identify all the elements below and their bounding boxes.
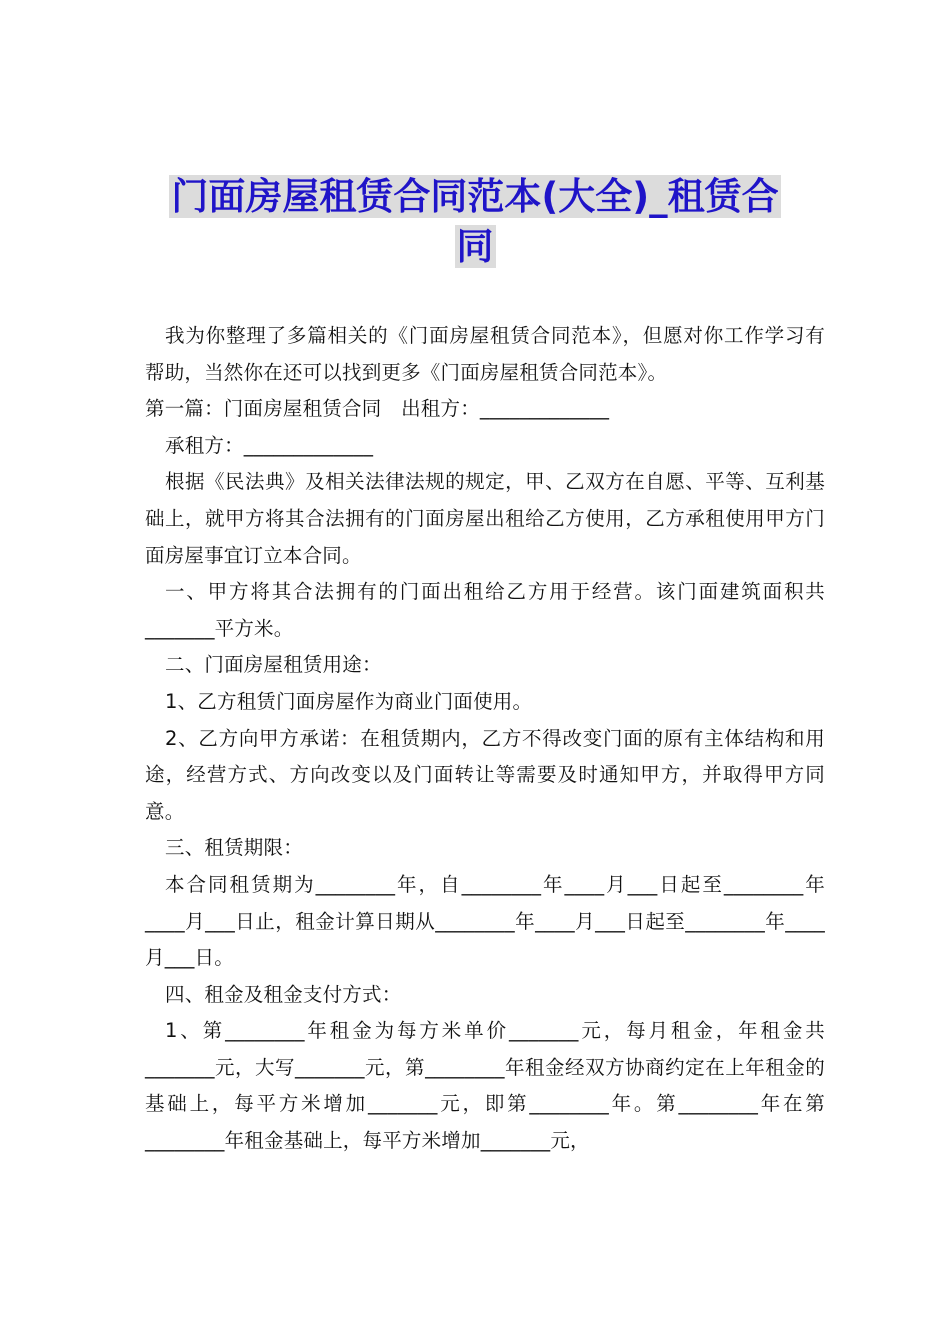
- clause-4-item-1: 1、第________年租金为每方米单价_______元，每月租金，年租金共_______元，大写_______元，第________年租金经双方协商约定在上年租金的基础上，每平方米增加_______元，即第________年。第________年在第________年租金基础上，每平方米增加_______元，: [145, 1019, 825, 1153]
- clause-2-item-2: 2、乙方向甲方承诺：在租赁期内，乙方不得改变门面的原有主体结构和用途，经营方式、方向改变以及门面转让等需要及时通知甲方，并取得甲方同意。: [145, 726, 825, 823]
- intro-paragraph: 我为你整理了多篇相关的《门面房屋租赁合同范本》，但愿对你工作学习有帮助，当然你在还可以找到更多《门面房屋租赁合同范本》。: [145, 324, 825, 384]
- preamble-paragraph: 根据《民法典》及相关法律法规的规定，甲、乙双方在自愿、平等、互利基础上，就甲方将其合法拥有的门面房屋出租给乙方使用，乙方承租使用甲方门面房屋事宜订立本合同。: [145, 470, 825, 567]
- clause-2-heading: 二、门面房屋租赁用途：: [165, 653, 382, 677]
- document-title: [0, 172, 950, 272]
- clause-1: 一、甲方将其合法拥有的门面出租给乙方用于经营。该门面建筑面积共_______平方米。: [145, 580, 825, 640]
- clause-4-heading: 四、租金及租金支付方式：: [165, 982, 402, 1006]
- lessee-line: 承租方：_____________: [165, 433, 374, 457]
- title-line-1: 门面房屋租赁合同范本(大全)_租赁合: [171, 175, 779, 218]
- first-article-heading: 第一篇：门面房屋租赁合同 出租方：_____________: [145, 397, 610, 421]
- clause-3-heading: 三、租赁期限：: [165, 836, 303, 860]
- document-body: [145, 318, 825, 1160]
- clause-2-item-1: 1、乙方租赁门面房屋作为商业门面使用。: [165, 689, 533, 713]
- clause-3-body: 本合同租赁期为________年，自________年____月___日起至________年____月___日止，租金计算日期从________年____月___日起至________年____月___日。: [145, 872, 825, 970]
- title-line-2: 同: [456, 225, 494, 268]
